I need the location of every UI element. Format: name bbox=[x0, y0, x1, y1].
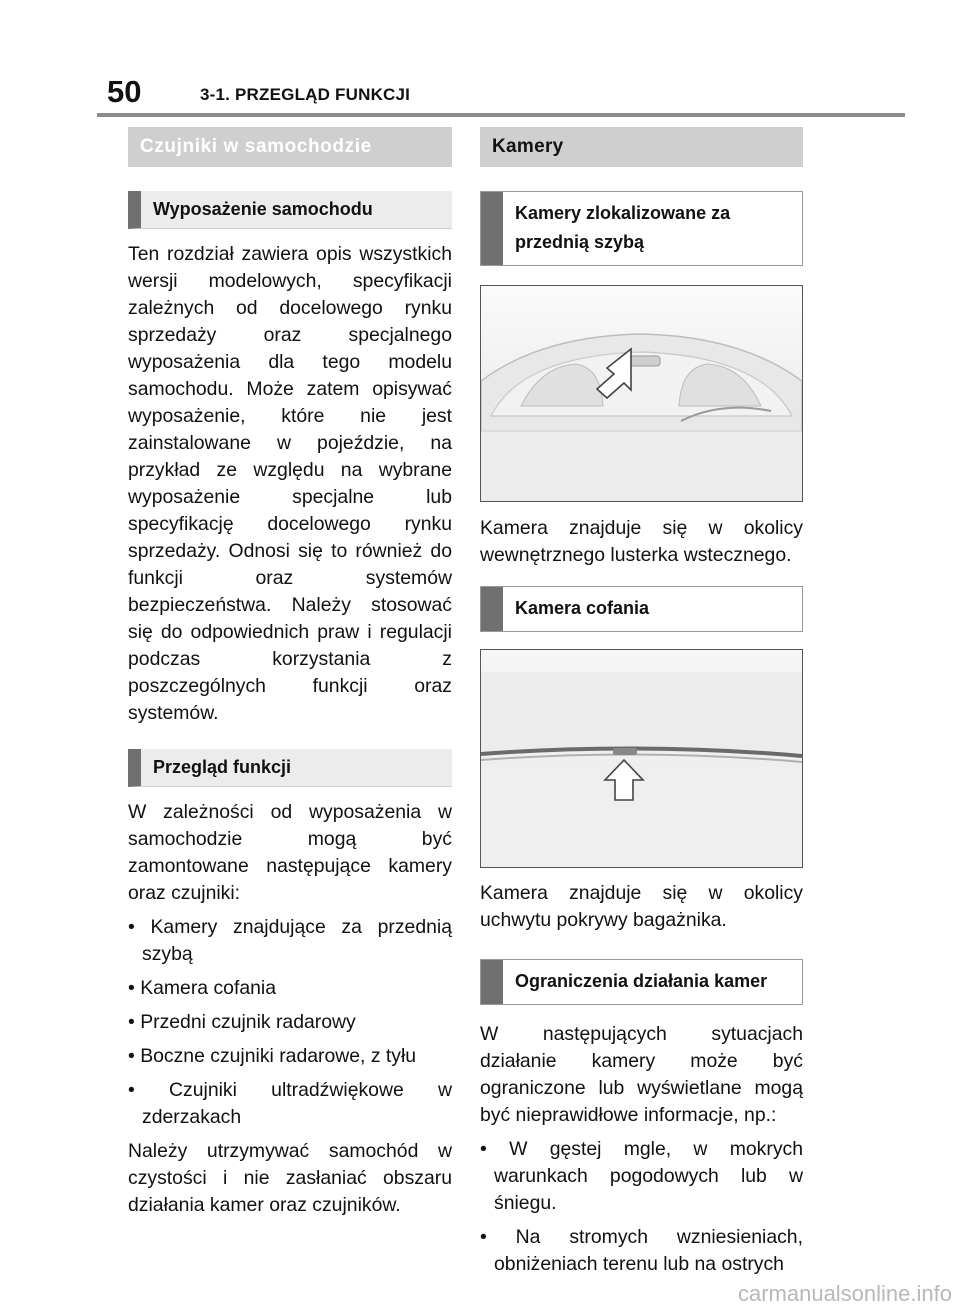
list-item: • Przedni czujnik radarowy bbox=[128, 1009, 452, 1036]
left-column bbox=[128, 127, 452, 1219]
sensor-list bbox=[128, 914, 452, 1131]
subhead-accent-bar bbox=[481, 192, 503, 265]
list-item: • Na stromych wzniesieniach, obniżeniach terenu lub na ostrych bbox=[480, 1224, 803, 1278]
section-title-cameras: Kamery bbox=[480, 127, 803, 167]
limitations-paragraph: W następujących sytuacjach działanie kamery może być ograniczone lub wyświetlane mogą być nieprawidłowe informacje, np.: bbox=[480, 1023, 803, 1126]
header-rule bbox=[97, 113, 905, 117]
subhead-label: Ograniczenia działania kamer bbox=[515, 971, 768, 991]
list-item: • Czujniki ultradźwiękowe w zderzakach bbox=[128, 1077, 452, 1131]
limitations-list bbox=[480, 1136, 803, 1278]
right-column bbox=[480, 127, 803, 1285]
trunk-handle-drawing bbox=[481, 650, 802, 867]
subhead-accent-bar bbox=[481, 960, 503, 1004]
cleanliness-paragraph: Należy utrzymywać samochód w czystości i nie zasłaniać obszaru działania kamer oraz czujników. bbox=[128, 1140, 452, 1216]
subhead-accent-bar bbox=[481, 587, 503, 631]
windshield-camera-caption: Kamera znajduje się w okolicy wewnętrznego lusterka wstecznego. bbox=[480, 517, 803, 566]
car-interior-drawing bbox=[481, 286, 802, 501]
subhead-label: Kamera cofania bbox=[515, 598, 650, 618]
equipment-paragraph: Ten rozdział zawiera opis wszystkich wersji modelowych, specyfikacji zależnych od docelowego rynku sprzedaży oraz specjalnego wyposażenia dla tego modelu samochodu. Może zatem opisywać wyposażenie, które nie jest zainstalowane w pojeździe, na przykład ze względu na wybrane wyposażenie specjalne lub specyfikację docelowego rynku sprzedaży. Odnosi się to również do funkcji oraz systemów bezpieczeństwa. Należy stosować się do odpowiednich praw i regulacji podczas korzystania z poszczególnych funkcji oraz systemów. bbox=[128, 243, 452, 724]
list-item: • Boczne czujniki radarowe, z tyłu bbox=[128, 1043, 452, 1070]
subhead-camera-limitations bbox=[480, 959, 803, 1005]
section-title-sensors: Czujniki w samochodzie bbox=[128, 127, 452, 167]
windshield-camera-illustration bbox=[480, 285, 803, 502]
page-number: 50 bbox=[107, 74, 142, 109]
chapter-title: 3-1. PRZEGLĄD FUNKCJI bbox=[200, 85, 411, 104]
rear-camera-illustration bbox=[480, 649, 803, 868]
subhead-rear-camera bbox=[480, 586, 803, 632]
overview-paragraph: W zależności od wyposażenia w samochodzie mogą być zamontowane następujące kamery oraz czujniki: bbox=[128, 801, 452, 904]
subhead-function-overview: Przegląd funkcji bbox=[128, 749, 452, 787]
watermark: carmanualsonline.info bbox=[737, 1281, 952, 1306]
list-item: • Kamera cofania bbox=[128, 975, 452, 1002]
list-item: • W gęstej mgle, w mokrych warunkach pogodowych lub w śniegu. bbox=[480, 1136, 803, 1217]
rear-camera-caption: Kamera znajduje się w okolicy uchwytu pokrywy bagażnika. bbox=[480, 882, 803, 931]
subhead-vehicle-equipment: Wyposażenie samochodu bbox=[128, 191, 452, 229]
subhead-windshield-cameras bbox=[480, 191, 803, 266]
list-item: • Kamery znajdujące za przednią szybą bbox=[128, 914, 452, 968]
subhead-label: Kamery zlokalizowane za przednią szybą bbox=[515, 203, 731, 252]
